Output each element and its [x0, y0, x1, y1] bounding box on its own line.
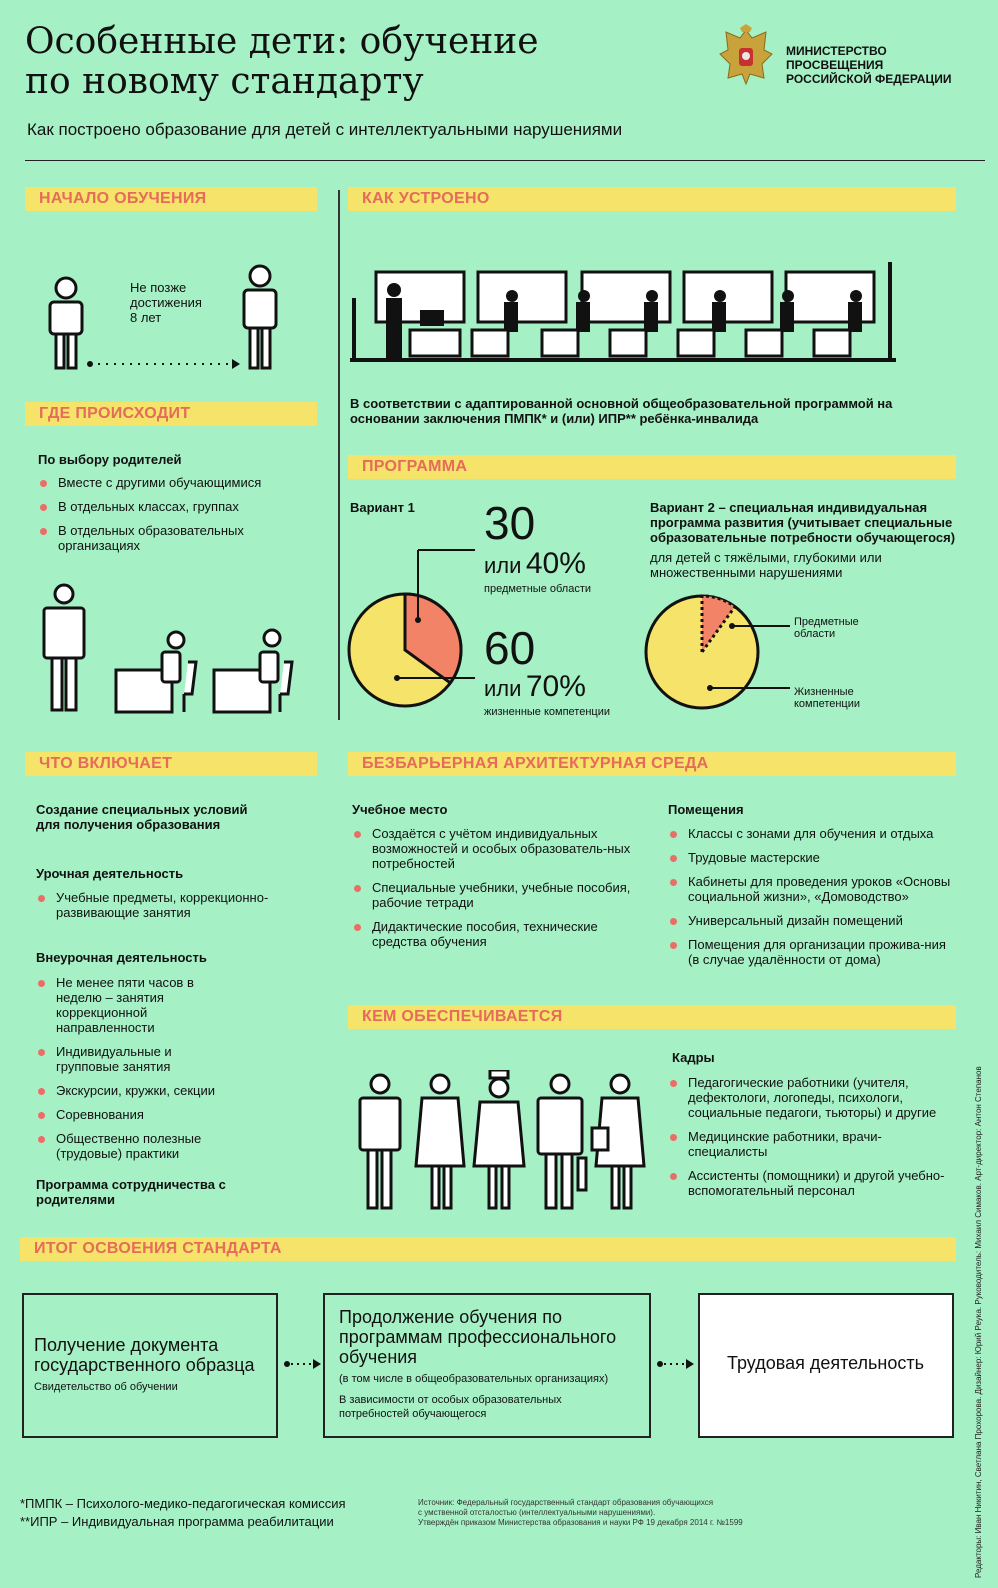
architecture-heading: БЕЗБАРЬЕРНАЯ АРХИТЕКТУРНАЯ СРЕДА — [348, 752, 956, 776]
arrow-head-icon — [232, 359, 240, 369]
variant2-pie-chart — [640, 590, 800, 720]
list-item: Трудовые мастерские — [668, 850, 958, 865]
v1-subjects-number: 30 — [484, 497, 536, 549]
page-subtitle: Как построено образование для детей с интеллектуальными нарушениями — [27, 120, 623, 139]
assistant-man-icon — [538, 1075, 586, 1208]
variant2-sub: для детей с тяжёлыми, глубокими или множественными нарушениями — [650, 550, 882, 580]
staff-list — [668, 1075, 958, 1207]
list-item: Дидактические пособия, технические средства обучения — [352, 919, 642, 949]
result-heading: ИТОГ ОСВОЕНИЯ СТАНДАРТА — [20, 1237, 956, 1261]
column-divider — [338, 190, 340, 720]
list-item: Учебные предметы, коррекционно-развивающие занятия — [36, 890, 276, 920]
source-note: Источник: Федеральный государственный стандарт образования обучающихся с умственной отсталостью (интеллектуальными нарушениями). Утверждён приказом Министерства образования и науки РФ 19 декабря 2014 г. №1599 — [418, 1498, 743, 1527]
credits-vertical: Редакторы: Иван Никитин, Светлана Прохорова. Дизайнер: Юрий Реука. Руководитель: Михаил Симаков. Арт-директор: Антон Степанов — [974, 1066, 983, 1578]
class-activity-title: Урочная деятельность — [36, 866, 184, 881]
variant2-title: Вариант 2 – специальная индивидуальная программа развития (учитывает специальные образовательные потребности обучающегося) — [650, 500, 956, 545]
list-item: Педагогические работники (учителя, дефектологи, логопеды, психологи, социальные педагоги, тьюторы) и другие — [668, 1075, 958, 1120]
footnote-ipr: **ИПР – Индивидуальная программа реабилитации — [20, 1514, 334, 1529]
child-tall-icon — [244, 266, 276, 368]
workplace-list — [352, 826, 642, 958]
includes-heading: ЧТО ВКЛЮЧАЕТ — [25, 752, 317, 776]
list-item: Специальные учебники, учебные пособия, рабочие тетради — [352, 880, 642, 910]
class-activity-list — [36, 890, 276, 929]
program-heading: ПРОГРАММА — [348, 455, 956, 479]
list-item: Помещения для организации прожива-ния (в случае удалённости от дома) — [668, 937, 958, 967]
list-item: В отдельных образовательных организациях — [38, 523, 308, 553]
assistant-woman-icon — [592, 1075, 644, 1208]
list-item: Общественно полезные (трудовые) практики — [36, 1131, 226, 1161]
doctor-icon — [474, 1070, 524, 1208]
pupil-girl-desk-icon — [214, 630, 292, 712]
classroom-row-illustration — [350, 258, 896, 364]
parents-program: Программа сотрудничества с родителями — [36, 1177, 226, 1207]
list-item: Классы с зонами для обучения и отдыха — [668, 826, 958, 841]
teacher-icon — [44, 585, 84, 710]
where-list — [38, 475, 308, 562]
start-heading: НАЧАЛО ОБУЧЕНИЯ — [25, 187, 317, 211]
variant1-label: Вариант 1 — [350, 500, 415, 515]
list-item: Вместе с другими обучающимися — [38, 475, 308, 490]
list-item: Создаётся с учётом индивидуальных возможностей и особых образователь-ных потребностей — [352, 826, 642, 871]
result-box-further-study: Продолжение обучения по программам профессионального обучения (в том числе в общеобразовательных организациях) В зависимости от особых образовательных потребностей обучающегося — [323, 1293, 651, 1438]
extra-activity-list — [36, 975, 226, 1170]
dotted-arrow-icon — [656, 1358, 696, 1370]
teacher-man-icon — [360, 1075, 400, 1208]
staff-illustration — [352, 1070, 652, 1212]
start-age-text: Не позже достижения 8 лет — [130, 280, 202, 325]
list-item: Универсальный дизайн помещений — [668, 913, 958, 928]
child-small-icon — [50, 278, 82, 368]
staff-heading: КЕМ ОБЕСПЕЧИВАЕТСЯ — [348, 1005, 956, 1029]
dotted-arrow-icon — [283, 1358, 323, 1370]
how-text: В соответствии с адаптированной основной общеобразовательной программой на основании заключения ПМПК* и (или) ИПР** ребёнка-инвалида — [350, 396, 893, 426]
where-lead: По выбору родителей — [38, 452, 182, 467]
header-divider — [25, 160, 985, 161]
result-box-document: Получение документа государственного образца Свидетельство об обучении — [22, 1293, 278, 1438]
teacher-woman-icon — [416, 1075, 464, 1208]
v1-subjects-label: предметные области — [484, 583, 592, 595]
list-item: Медицинские работники, врачи-специалисты — [668, 1129, 958, 1159]
coat-of-arms-icon — [716, 24, 776, 88]
classroom-illustration — [38, 582, 303, 717]
v1-life-number: 60 — [484, 622, 536, 674]
rooms-title: Помещения — [668, 802, 744, 817]
v2-life-label: Жизненные компетенции — [794, 686, 861, 710]
list-item: Ассистенты (помощники) и другой учебно-вспомогательный персонал — [668, 1168, 958, 1198]
v1-life-label: жизненные компетенции — [484, 706, 610, 718]
v1-subjects-percent: или 40% — [484, 547, 586, 580]
extra-activity-title: Внеурочная деятельность — [36, 950, 207, 965]
pupil-desk-icon — [116, 632, 196, 712]
ministry-name: МИНИСТЕРСТВО ПРОСВЕЩЕНИЯ РОССИЙСКОЙ ФЕДЕРАЦИИ — [786, 44, 952, 86]
page-title: Особенные дети: обучение по новому стандарту — [25, 21, 539, 102]
result-box-work: Трудовая деятельность — [698, 1293, 954, 1438]
staff-title: Кадры — [672, 1050, 715, 1065]
list-item: Не менее пяти часов в неделю – занятия коррекционной направленности — [36, 975, 226, 1035]
v2-subjects-label: Предметные области — [794, 616, 859, 640]
list-item: В отдельных классах, группах — [38, 499, 308, 514]
footnote-pmpk: *ПМПК – Психолого-медико-педагогическая комиссия — [20, 1496, 346, 1511]
workplace-title: Учебное место — [352, 802, 448, 817]
list-item: Кабинеты для проведения уроков «Основы социальной жизни», «Домоводство» — [668, 874, 958, 904]
rooms-list — [668, 826, 958, 976]
list-item: Экскурсии, кружки, секции — [36, 1083, 226, 1098]
includes-lead: Создание специальных условий для получения образования — [36, 802, 248, 832]
list-item: Индивидуальные и групповые занятия — [36, 1044, 226, 1074]
list-item: Соревнования — [36, 1107, 226, 1122]
v1-life-percent: или 70% — [484, 670, 586, 703]
how-heading: КАК УСТРОЕНО — [348, 187, 956, 211]
where-heading: ГДЕ ПРОИСХОДИТ — [25, 402, 317, 426]
